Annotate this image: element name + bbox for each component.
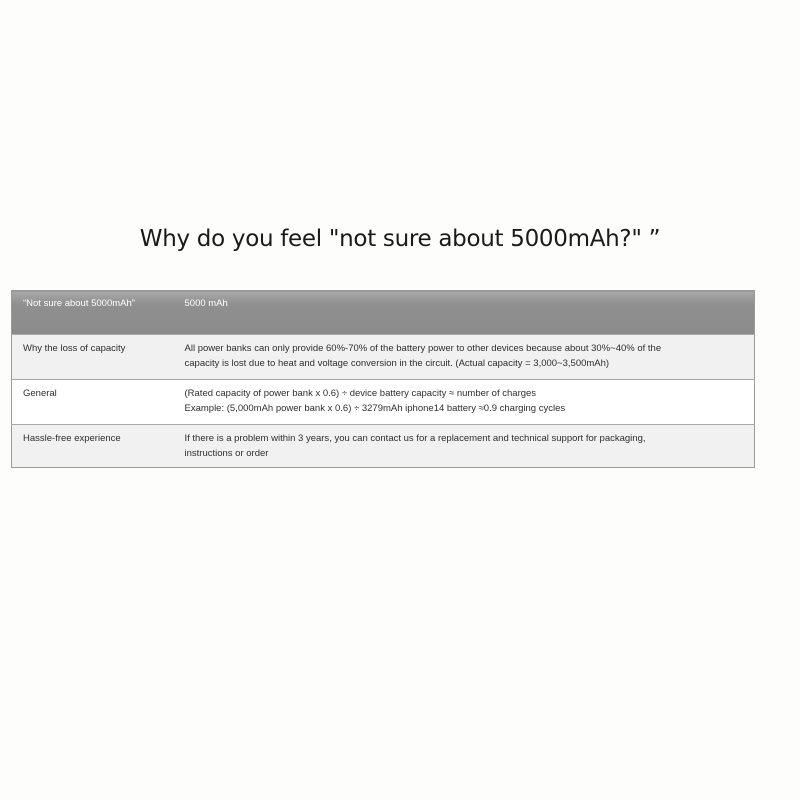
row-value-line: All power banks can only provide 60%-70% of the battery power to other devices because about 30%~40% of the	[184, 343, 662, 354]
table-row	[12, 380, 755, 425]
row-value	[174, 380, 755, 425]
page-title: Why do you feel "not sure about 5000mAh?" ”	[139, 226, 661, 252]
row-value-line: instructions or order	[184, 448, 269, 459]
capacity-explanation-table	[11, 290, 755, 468]
header-topic: “Not sure about 5000mAh”	[12, 291, 174, 335]
row-value	[174, 335, 755, 380]
table-row	[12, 335, 755, 380]
table-row	[12, 425, 755, 468]
row-value-line: Example: (5,000mAh power bank x 0.6) ÷ 3279mAh iphone14 battery ≈0.9 charging cycles	[184, 403, 566, 414]
row-value	[174, 425, 755, 468]
table-header-row	[12, 291, 755, 335]
header-capacity: 5000 mAh	[174, 291, 755, 335]
row-label: Why the loss of capacity	[12, 335, 174, 380]
row-value-line: (Rated capacity of power bank x 0.6) ÷ device battery capacity ≈ number of charges	[184, 388, 537, 399]
row-label: General	[12, 380, 174, 425]
row-value-line: If there is a problem within 3 years, you can contact us for a replacement and technical support for packaging,	[184, 433, 646, 444]
row-label: Hassle-free experience	[12, 425, 174, 468]
row-value-line: capacity is lost due to heat and voltage conversion in the circuit. (Actual capacity = 3,000~3,500mAh)	[184, 358, 610, 369]
